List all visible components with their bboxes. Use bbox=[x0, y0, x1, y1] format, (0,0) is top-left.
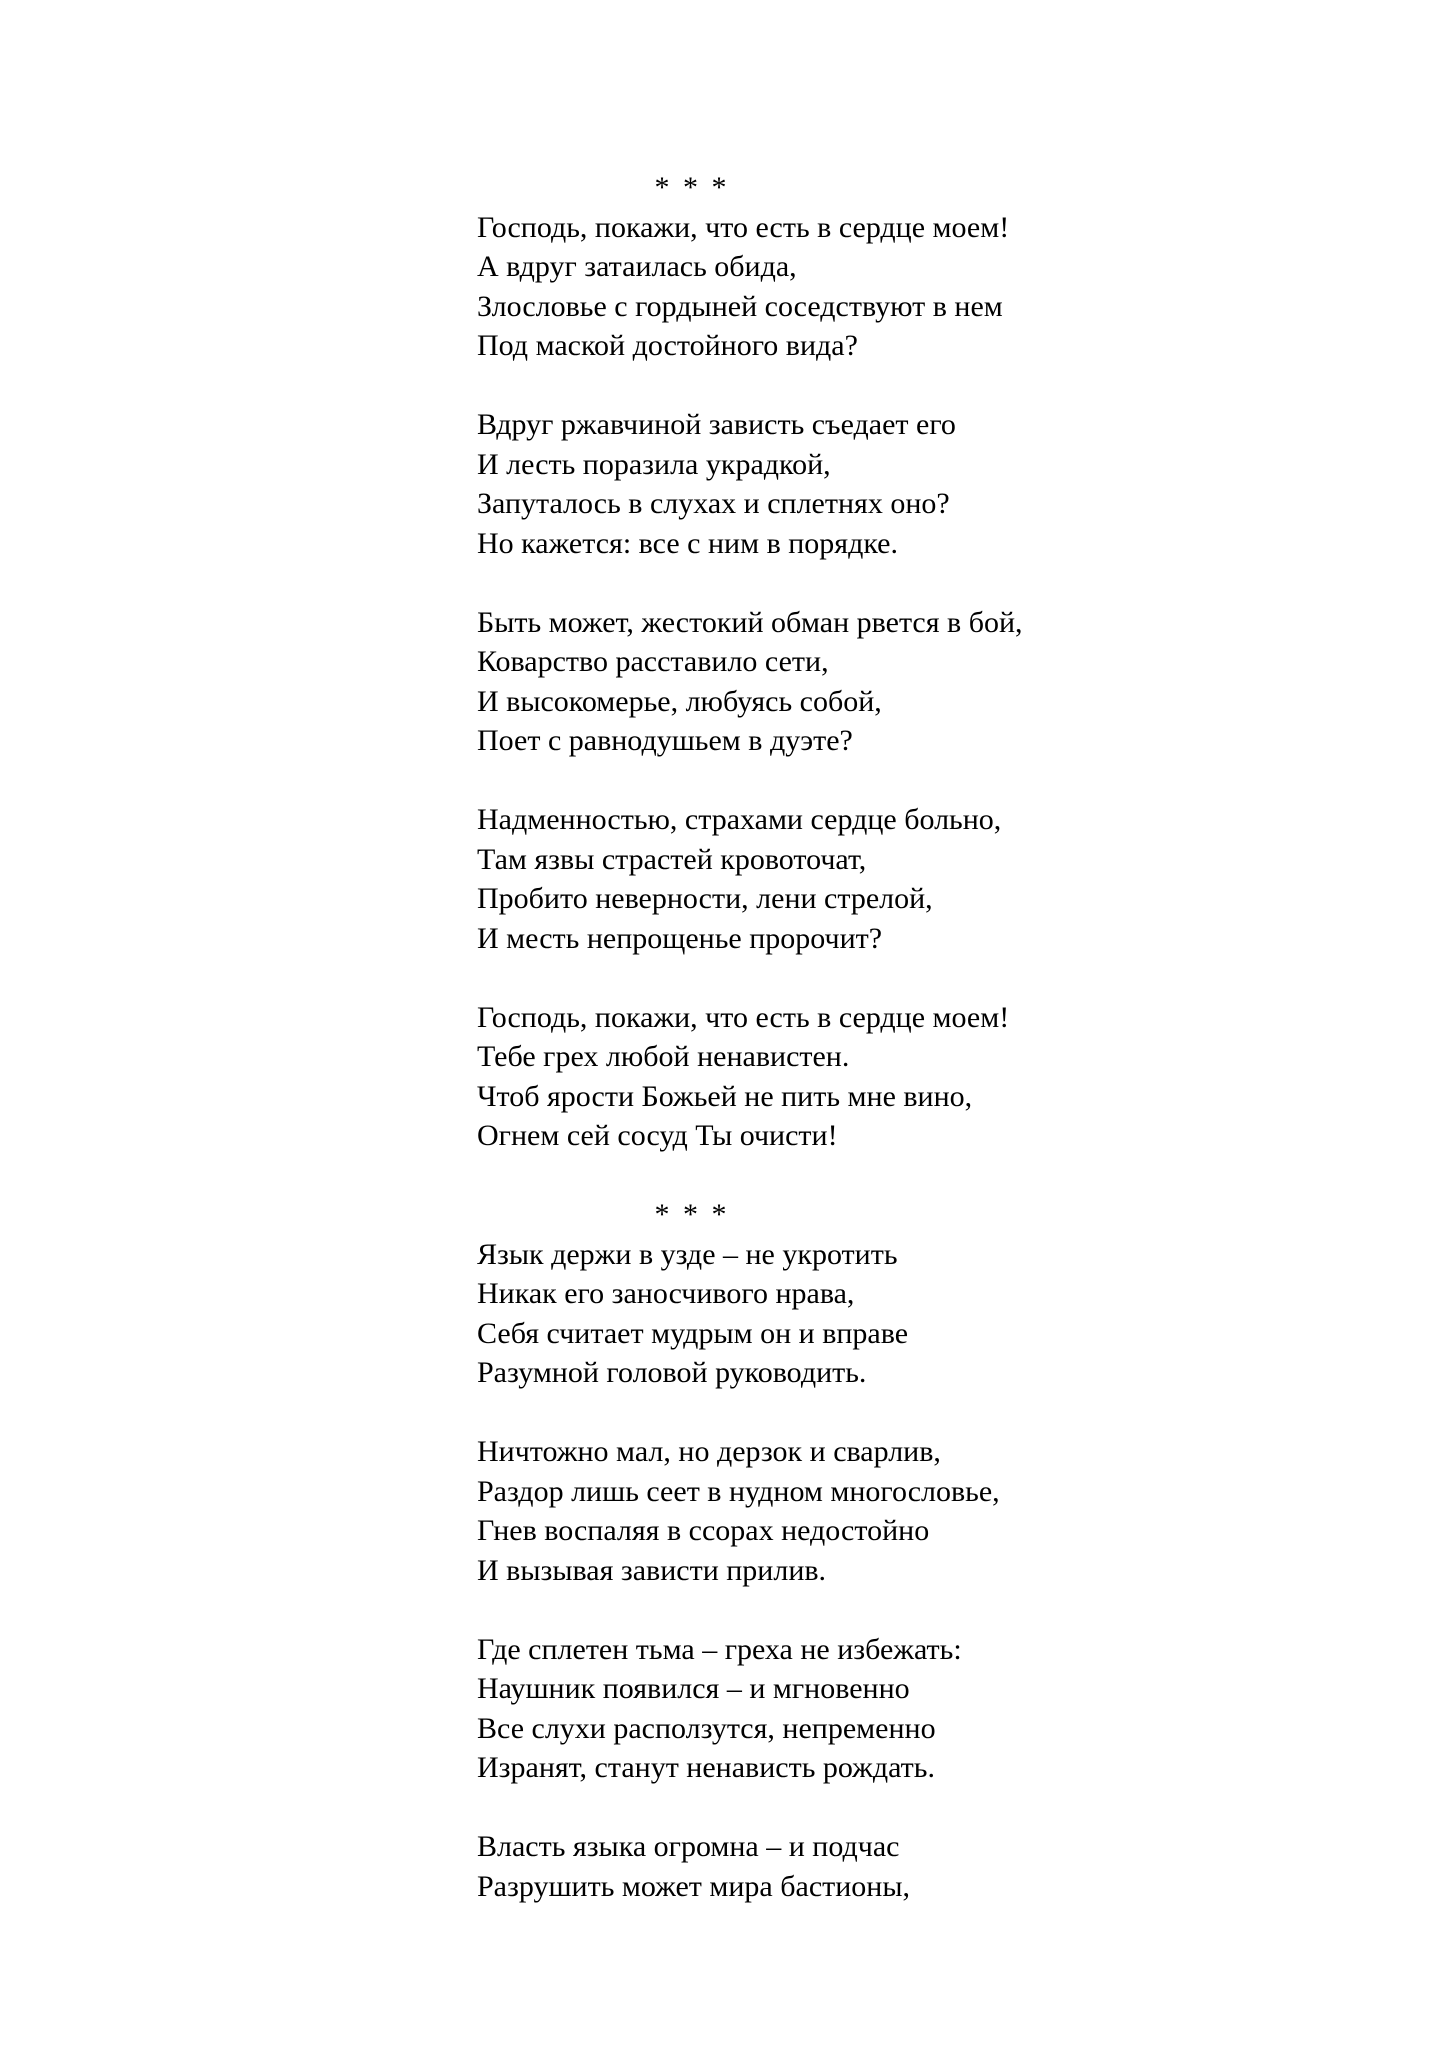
stanza bbox=[477, 405, 1177, 563]
poem bbox=[477, 1195, 1177, 1906]
poem bbox=[477, 168, 1177, 1156]
poem-line: Господь, покажи, что есть в сердце моем! bbox=[477, 1000, 1010, 1034]
poem-line: И высокомерье, любуясь собой, bbox=[477, 684, 882, 718]
poem-line: И вызывая зависти прилив. bbox=[477, 1553, 827, 1587]
poems-container bbox=[477, 168, 1177, 1946]
poem-line: Тебе грех любой ненавистен. bbox=[477, 1040, 850, 1073]
poem-line: Пробито неверности, лени стрелой, bbox=[477, 882, 933, 915]
stanza bbox=[477, 998, 1177, 1156]
poem-line: Себя считает мудрым он и вправе bbox=[477, 1316, 909, 1350]
poem-line: Чтоб ярости Божьей не пить мне вино, bbox=[477, 1079, 973, 1113]
stanza-separator: * * * bbox=[654, 1198, 730, 1231]
poem-line: Но кажется: все с ним в порядке. bbox=[477, 526, 898, 560]
stanza bbox=[477, 208, 1177, 366]
poem-line: Быть может, жестокий обман рвется в бой, bbox=[477, 605, 1023, 639]
poem-line: И месть непрощенье пророчит? bbox=[477, 921, 883, 955]
poem-line: Там язвы страстей кровоточат, bbox=[477, 842, 867, 876]
poem-line: Вдруг ржавчиной зависть съедает его bbox=[477, 408, 956, 441]
poem-line: Гнев воспаляя в ссорах недостойно bbox=[477, 1514, 930, 1547]
poem-line: Поет с равнодушьем в дуэте? bbox=[477, 724, 853, 757]
poem-line: Запуталось в слухах и сплетнях оно? bbox=[477, 487, 950, 520]
stanza bbox=[477, 603, 1177, 761]
poem-line: А вдруг затаилась обида, bbox=[477, 250, 797, 283]
poem-line: Разрушить может мира бастионы, bbox=[477, 1869, 911, 1903]
poem-line: Коварство расставило сети, bbox=[477, 645, 829, 678]
poem-line: Изранят, станут ненависть рождать. bbox=[477, 1751, 935, 1784]
poem-line: Надменностью, страхами сердце больно, bbox=[477, 803, 1002, 836]
poem-line: Язык держи в узде – не укротить bbox=[477, 1237, 898, 1271]
poem-line: Разумной головой руководить. bbox=[477, 1356, 867, 1389]
poem-line: Власть языка огромна – и подчас bbox=[477, 1830, 900, 1863]
stanza bbox=[477, 1827, 1177, 1906]
poem-line: Наушник появился – и мгновенно bbox=[477, 1672, 910, 1705]
poem-line: Где сплетен тьма – греха не избежать: bbox=[477, 1632, 962, 1666]
poem-line: Под маской достойного вида? bbox=[477, 329, 858, 362]
stanza-separator: * * * bbox=[654, 171, 730, 204]
poem-line: Никак его заносчивого нрава, bbox=[477, 1277, 855, 1310]
poem-line: Огнем сей сосуд Ты очисти! bbox=[477, 1119, 838, 1152]
poem-line: И лесть поразила украдкой, bbox=[477, 447, 831, 481]
stanza bbox=[477, 1630, 1177, 1788]
poem-line: Господь, покажи, что есть в сердце моем! bbox=[477, 210, 1010, 244]
poem-line: Злословье с гордыней соседствуют в нем bbox=[477, 289, 1003, 323]
stanza bbox=[477, 1235, 1177, 1393]
poem-line: Все слухи расползутся, непременно bbox=[477, 1711, 936, 1745]
stanza bbox=[477, 800, 1177, 958]
stanza bbox=[477, 1432, 1177, 1590]
poem-line: Раздор лишь сеет в нудном многословье, bbox=[477, 1474, 1000, 1508]
poem-line: Ничтожно мал, но дерзок и сварлив, bbox=[477, 1435, 941, 1468]
